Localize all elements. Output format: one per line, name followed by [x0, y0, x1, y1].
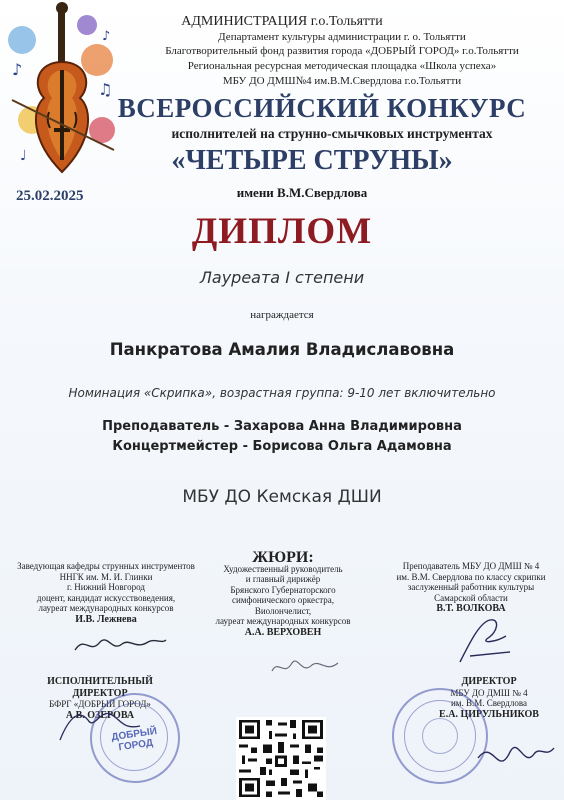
jury-left-block: [0, 561, 212, 625]
jury-center-block: [198, 549, 368, 638]
director-right-line: МБУ ДО ДМШ № 4: [450, 687, 528, 698]
signature-ozerova: [50, 700, 160, 750]
signature-volkova: [450, 612, 530, 672]
director-right-line: ДИРЕКТОР: [461, 676, 517, 687]
jury-center-line: Художественный руководитель: [223, 563, 343, 574]
jury-center-line: Виолончелист,: [254, 605, 312, 616]
jury-right-line: Самарской области: [434, 592, 508, 603]
diploma-title: ДИПЛОМ: [191, 211, 373, 252]
svg-text:♪: ♪: [12, 60, 23, 79]
svg-text:♪: ♪: [102, 29, 111, 44]
header-fund: Благотворительный фонд развития города «ДОБРЫЙ ГОРОД» г.о.Тольятти: [165, 45, 519, 57]
signature-lezhneva: [70, 630, 170, 660]
director-right-name: Е.А. ЦИРУЛЬНИКОВ: [439, 708, 539, 720]
contest-subtitle: исполнителей на струнно-смычковых инструментах: [171, 126, 493, 141]
accompanist: Концертмейстер - Борисова Ольга Адамовна: [112, 439, 452, 454]
jury-heading: ЖЮРИ:: [252, 549, 314, 566]
jury-left-line: г. Нижний Новгород: [67, 582, 145, 592]
jury-left-line: доцент, кандидат искусствоведения,: [36, 592, 176, 603]
director-left-line: ДИРЕКТОР: [72, 687, 128, 699]
school-name: МБУ ДО Кемская ДШИ: [182, 487, 382, 507]
diploma-date: 25.02.2025: [16, 188, 84, 204]
jury-right-line: заслуженный работник культуры: [407, 582, 535, 592]
jury-right-block: [378, 561, 564, 615]
jury-left-line: ННГК им. М. И. Глинки: [59, 571, 153, 582]
stamp-text: ДОБРЫЙ ГОРОД: [110, 725, 158, 754]
director-left-line: БФРГ «ДОБРЫЙ ГОРОД»: [49, 699, 151, 709]
recipient-name: Панкратова Амалия Владиславовна: [109, 340, 455, 359]
contest-named-after: имени В.М.Свердлова: [236, 185, 368, 200]
director-left-line: ИСПОЛНИТЕЛЬНЫЙ: [47, 676, 153, 687]
svg-text:♫: ♫: [98, 80, 113, 99]
teacher: Преподаватель - Захарова Анна Владимировна: [102, 419, 462, 434]
header-school: МБУ ДО ДМШ№4 им.В.М.Свердлова г.о.Тольятти: [222, 75, 462, 87]
jury-right-line: Преподаватель МБУ ДО ДМШ № 4: [402, 561, 540, 571]
signature-verhoven: [268, 653, 348, 683]
jury-center-line: Брянского Губернаторского: [230, 584, 336, 595]
svg-text:♩: ♩: [20, 148, 27, 164]
nomination: Номинация «Скрипка», возрастная группа: 9-10 лет включительно: [68, 386, 496, 400]
header-platform: Региональная ресурсная методическая площадка «Школа успеха»: [187, 60, 497, 72]
contest-title: ВСЕРОССИЙСКИЙ КОНКУРС: [117, 93, 527, 123]
jury-left-line: Заведующая кафедры струнных инструментов: [17, 561, 195, 571]
contest-name: «ЧЕТЫРЕ СТРУНЫ»: [171, 145, 453, 176]
director-left-name: А.В. ОЗЕРОВА: [65, 709, 135, 721]
header-admin: АДМИНИСТРАЦИЯ г.о.Тольятти: [181, 14, 383, 29]
jury-left-line: лауреат международных конкурсов: [38, 603, 174, 613]
jury-center-line: симфонического оркестра,: [232, 595, 334, 605]
awarded-label: награждается: [250, 309, 314, 321]
header-department: Департамент культуры администрации г. о. Тольятти: [218, 31, 466, 43]
jury-left-name: И.В. Лежнева: [75, 613, 137, 625]
qr-code[interactable]: [236, 717, 326, 800]
jury-center-line: лауреат международных конкурсов: [215, 616, 351, 626]
jury-center-name: А.А. ВЕРХОВЕН: [244, 626, 322, 638]
jury-right-name: В.Т. ВОЛКОВА: [436, 603, 506, 614]
diploma-degree: Лауреата I степени: [199, 268, 365, 287]
jury-center-line: и главный дирижёр: [245, 574, 321, 584]
director-right-line: им. В.М. Свердлова: [450, 698, 528, 708]
signature-tsirulnikov: [468, 728, 558, 788]
jury-right-line: им. В.М. Свердлова по классу скрипки: [396, 571, 546, 582]
